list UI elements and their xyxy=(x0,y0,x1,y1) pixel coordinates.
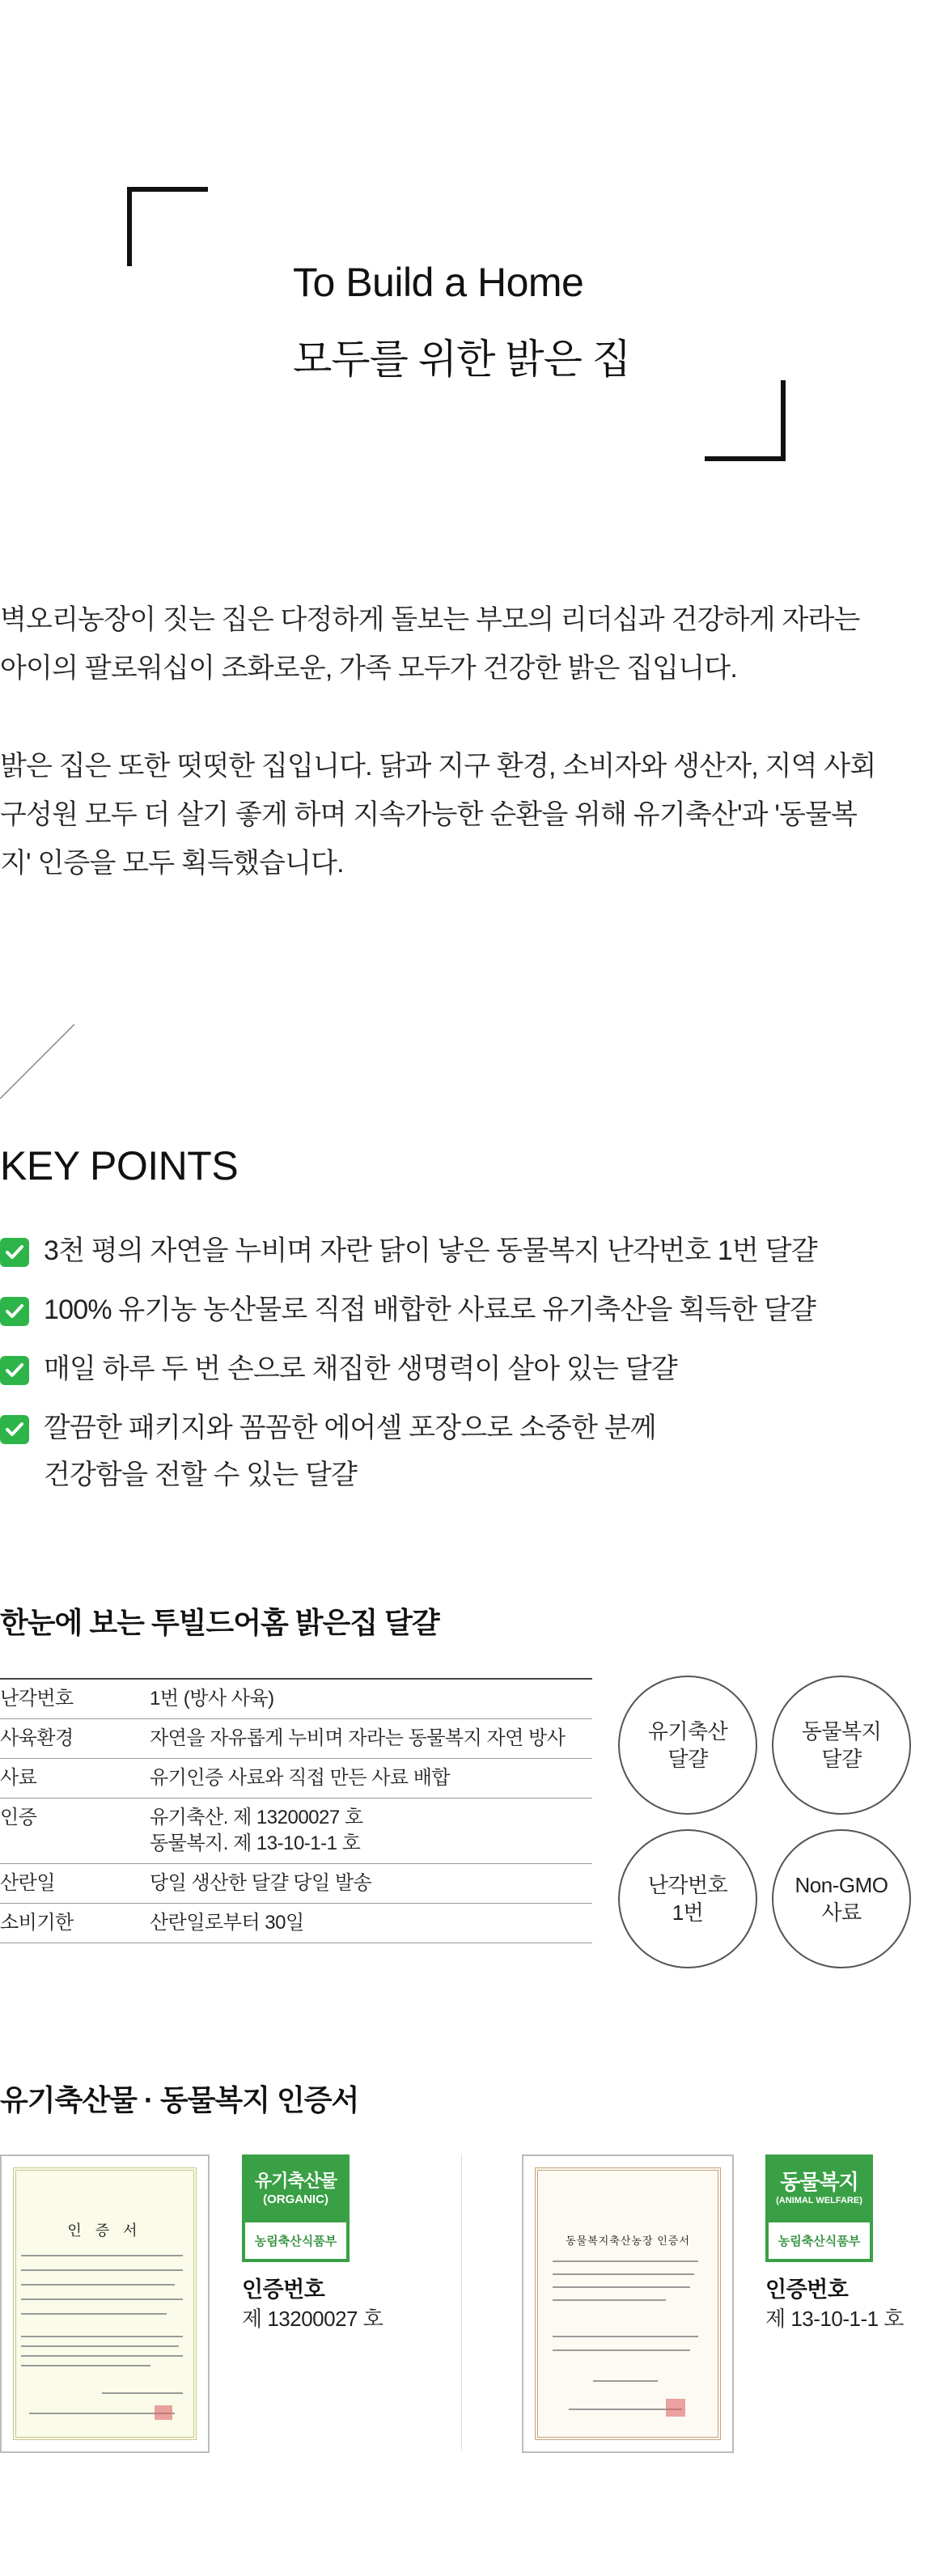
row-key: 난각번호 xyxy=(0,1679,150,1719)
badge-sub-text: (ANIMAL WELFARE) xyxy=(776,2196,862,2205)
row-value: 자연을 자유롭게 누비며 자라는 동물복지 자연 방사 xyxy=(150,1719,592,1759)
certificate-divider xyxy=(461,2154,462,2450)
welfare-cert-number: 제 13-10-1-1 호 xyxy=(765,2307,904,2331)
certificates-title: 유기축산물 · 동물복지 인증서 xyxy=(0,2083,359,2116)
intro-line: 아이의 팔로워십이 조화로운, 가족 모두가 건강한 밝은 집입니다. xyxy=(0,653,737,684)
row-key: 소비기한 xyxy=(0,1904,150,1943)
certificate-text-lines xyxy=(21,2248,187,2434)
row-key: 사료 xyxy=(0,1759,150,1799)
key-point-item xyxy=(0,1405,928,1498)
diagonal-divider xyxy=(0,1024,74,1099)
corner-bracket-bottom-right xyxy=(705,380,786,461)
organic-badge xyxy=(242,2154,350,2262)
row-key: 인증 xyxy=(0,1799,150,1864)
key-points-title: KEY POINTS xyxy=(0,1143,239,1188)
hero-title-ko: 모두를 위한 밝은 집 xyxy=(293,337,631,382)
key-point-text: 깔끔한 패키지와 꼼꼼한 에어셀 포장으로 소중한 분께 xyxy=(44,1413,656,1443)
check-icon xyxy=(0,1415,29,1444)
corner-bracket-top-left xyxy=(127,187,208,266)
feature-circle xyxy=(618,1829,757,1968)
welfare-badge xyxy=(765,2154,873,2262)
row-key: 사육환경 xyxy=(0,1719,150,1759)
intro-line: 지' 인증을 모두 획득했습니다. xyxy=(0,848,344,879)
hero-title-en: To Build a Home xyxy=(293,260,584,305)
row-value: 당일 생산한 달걀 당일 발송 xyxy=(150,1864,592,1904)
row-value: 1번 (방사 사육) xyxy=(150,1679,592,1719)
cert-line: 동물복지. 제 13-10-1-1 호 xyxy=(150,1832,361,1854)
intro-line: 벽오리농장이 짓는 집은 다정하게 돌보는 부모의 리더십과 건강하게 자라는 xyxy=(0,604,860,635)
organic-cert-number: 제 13200027 호 xyxy=(242,2307,383,2331)
overview-title: 한눈에 보는 투빌드어홈 밝은집 달걀 xyxy=(0,1606,439,1639)
feature-circle xyxy=(618,1676,757,1815)
certificate-doc-title: 인 증 서 xyxy=(67,2222,142,2239)
intro-paragraph-2 xyxy=(0,742,928,888)
check-icon xyxy=(0,1297,29,1326)
welfare-cert-label: 인증번호 xyxy=(765,2277,849,2302)
key-point-item xyxy=(0,1286,928,1333)
check-icon xyxy=(0,1238,29,1267)
row-value: 유기인증 사료와 직접 만든 사료 배합 xyxy=(150,1759,592,1799)
intro-line: 구성원 모두 더 살기 좋게 하며 지속가능한 순환을 위해 유기축산'과 '동물복 xyxy=(0,799,858,830)
table-row xyxy=(0,1904,592,1943)
key-point-item xyxy=(0,1345,928,1392)
table-row xyxy=(0,1719,592,1759)
table-row xyxy=(0,1679,592,1719)
table-row xyxy=(0,1759,592,1799)
badge-top xyxy=(245,2158,346,2222)
organic-cert-label: 인증번호 xyxy=(242,2277,325,2302)
organic-certificate-image xyxy=(0,2154,210,2453)
key-point-text: 건강함을 전할 수 있는 달걀 xyxy=(44,1460,358,1490)
table-row xyxy=(0,1864,592,1904)
table-row xyxy=(0,1799,592,1864)
certificate-doc-title: 동물복지축산농장 인증서 xyxy=(566,2235,690,2247)
row-value: 산란일로부터 30일 xyxy=(150,1904,592,1943)
feature-circle-label: 유기축산 달걀 xyxy=(647,1719,728,1771)
certificate-text-lines xyxy=(545,2252,710,2438)
badge-ministry-text: 농림축산식품부 xyxy=(778,2235,861,2248)
intro-paragraph-1 xyxy=(0,595,928,693)
cert-line: 유기축산. 제 13200027 호 xyxy=(150,1807,363,1828)
row-value xyxy=(150,1799,592,1864)
key-point-text: 매일 하루 두 번 손으로 채집한 생명력이 살아 있는 달걀 xyxy=(44,1354,677,1384)
badge-main-text: 유기축산물 xyxy=(254,2171,337,2191)
feature-circle xyxy=(772,1676,911,1815)
key-point-item xyxy=(0,1227,928,1274)
key-point-text: 3천 평의 자연을 누비며 자란 닭이 낳은 동물복지 난각번호 1번 달걀 xyxy=(44,1235,817,1266)
check-icon xyxy=(0,1356,29,1385)
welfare-certificate-image xyxy=(522,2154,734,2453)
badge-main-text: 동물복지 xyxy=(780,2170,858,2194)
overview-table xyxy=(0,1678,592,1943)
key-point-text: 100% 유기농 농산물로 직접 배합한 사료로 유기축산을 획득한 달걀 xyxy=(44,1294,816,1325)
certificate-paper xyxy=(535,2167,721,2440)
row-key: 산란일 xyxy=(0,1864,150,1904)
feature-circle xyxy=(772,1829,911,1968)
badge-top xyxy=(769,2158,870,2222)
certificate-paper xyxy=(13,2167,197,2440)
badge-ministry-text: 농림축산식품부 xyxy=(254,2235,337,2248)
intro-line: 밝은 집은 또한 떳떳한 집입니다. 닭과 지구 환경, 소비자와 생산자, 지역 사회 xyxy=(0,751,876,782)
key-points-list xyxy=(0,1227,928,1510)
feature-circle-label: Non-GMO 사료 xyxy=(795,1873,888,1925)
feature-circle-label: 난각번호 1번 xyxy=(647,1873,728,1925)
badge-sub-text: (ORGANIC) xyxy=(263,2193,328,2206)
feature-circle-label: 동물복지 달걀 xyxy=(801,1719,882,1771)
